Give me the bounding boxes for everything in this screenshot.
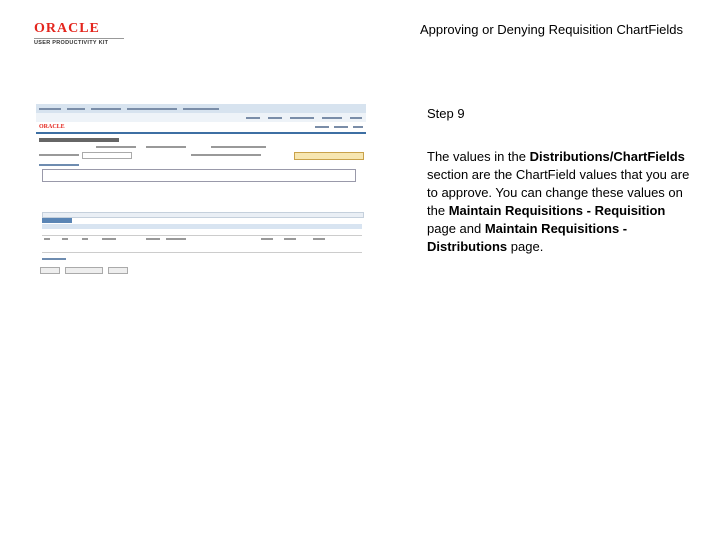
screenshot-page-heading [39, 138, 119, 142]
upk-tagline: USER PRODUCTIVITY KIT [34, 38, 124, 46]
screenshot-comments-box [42, 169, 356, 182]
screenshot-header-links [36, 113, 366, 122]
instruction-text: The values in the Distributions/ChartFields section are the ChartField values that you are to approve. You can change these values on the Maintain Requisitions - Requisition page and Maintain Requisitions - Distributions page. [427, 149, 690, 254]
document-title: Approving or Denying Requisition ChartFields [419, 22, 683, 37]
screenshot-nav-bar [36, 104, 366, 113]
screenshot-bottom-buttons [40, 267, 128, 274]
screenshot-grid-header [42, 224, 362, 229]
screenshot-oracle-logo: ORACLE [39, 124, 65, 130]
step-label: Step 9 [427, 106, 465, 121]
oracle-wordmark: ORACLE [34, 21, 100, 36]
oracle-upk-logo [34, 22, 124, 48]
screenshot-view-button [294, 152, 364, 160]
screenshot-grid-toolbar [42, 212, 364, 218]
screenshot-distribution-tab [42, 218, 72, 223]
application-screenshot [36, 104, 366, 276]
screenshot-approver-action-select [82, 152, 132, 159]
screenshot-brand-bar [36, 122, 366, 134]
